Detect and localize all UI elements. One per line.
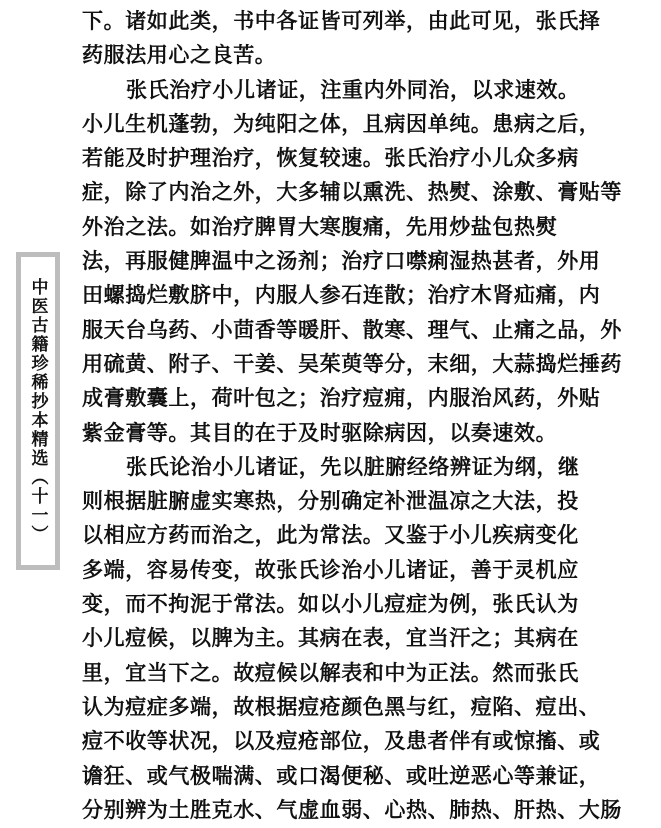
text-line: 成膏敷囊上，荷叶包之；治疗痘痈，内服治风药，外贴 — [82, 386, 601, 411]
text-line: 服天台乌药、小茴香等暖肝、散寒、理气、止痛之品，外 — [82, 317, 622, 342]
text-line: 小儿生机蓬勃，为纯阳之体，且病因单纯。患病之后， — [82, 111, 601, 136]
text-line: 小儿痘候，以脾为主。其病在表，宜当汗之；其病在 — [82, 626, 579, 651]
text-line: 张氏论治小儿诸证，先以脏腑经络辨证为纲，继 — [126, 454, 580, 479]
book-series-title: 中医古籍珍稀抄本精选（十一） — [27, 278, 48, 544]
text-line: 用硫黄、附子、干姜、吴茱萸等分，末细，大蒜捣烂捶药 — [82, 351, 622, 376]
text-line: 分别辨为土胜克水、气虚血弱、心热、肺热、肝热、大肠 — [82, 797, 622, 822]
side-tab — [16, 252, 60, 570]
text-line: 变，而不拘泥于常法。如以小儿痘症为例，张氏认为 — [82, 592, 579, 617]
text-line: 法，再服健脾温中之汤剂；治疗口噤痢湿热甚者，外用 — [82, 249, 601, 274]
text-line: 若能及时护理治疗，恢复较速。张氏治疗小儿众多病 — [82, 146, 579, 171]
text-line: 以相应方药而治之，此为常法。又鉴于小儿疾病变化 — [82, 523, 579, 548]
body-text — [82, 4, 622, 827]
text-line: 里，宜当下之。故痘候以解表和中为正法。然而张氏 — [82, 660, 579, 685]
text-line: 张氏治疗小儿诸证，注重内外同治，以求速效。 — [126, 77, 580, 102]
text-line: 痘不收等状况，以及痘疮部位，及患者伴有或惊搐、或 — [82, 729, 601, 754]
text-line: 多端，容易传变，故张氏诊治小儿诸证，善于灵机应 — [82, 557, 579, 582]
text-line: 谵狂、或气极喘满、或口渴便秘、或吐逆恶心等兼证， — [82, 763, 601, 788]
text-line: 症，除了内治之外，大多辅以熏洗、热熨、涂敷、膏贴等 — [82, 180, 622, 205]
text-line: 田螺捣烂敷脐中，内服人参石连散；治疗木肾疝痛，内 — [82, 283, 601, 308]
text-line: 认为痘症多端，故根据痘疮颜色黑与红，痘陷、痘出、 — [82, 694, 601, 719]
text-line: 下。诸如此类，书中各证皆可列举，由此可见，张氏择 — [82, 9, 601, 33]
text-line: 外治之法。如治疗脾胃大寒腹痛，先用炒盐包热熨 — [82, 214, 558, 239]
text-line: 紫金膏等。其目的在于及时驱除病因，以奏速效。 — [82, 420, 558, 445]
side-tab-inner — [21, 257, 55, 565]
text-line: 则根据脏腑虚实寒热，分别确定补泄温凉之大法，投 — [82, 489, 579, 514]
text-line: 药服法用心之良苦。 — [82, 43, 277, 68]
